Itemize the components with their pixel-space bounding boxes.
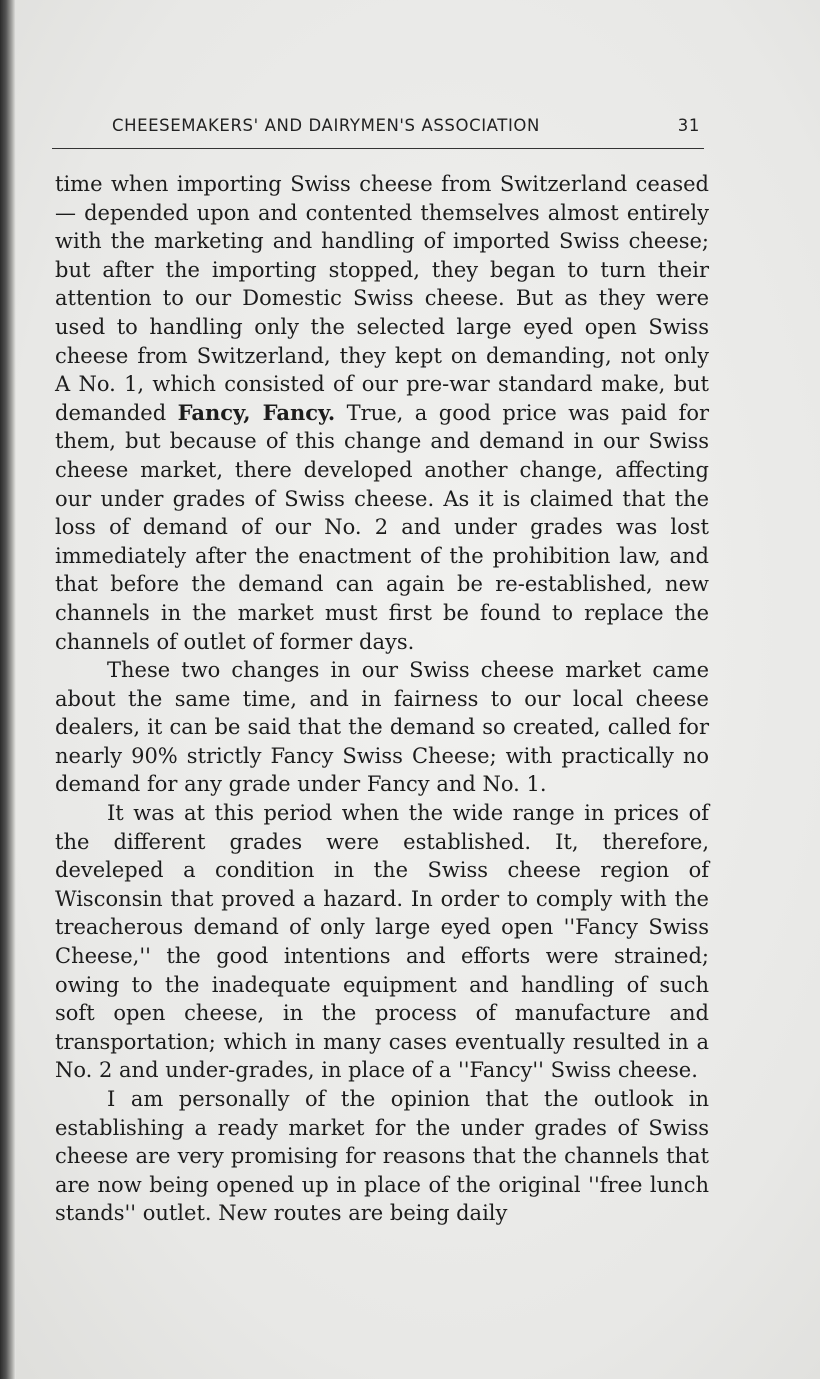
paragraph-4: I am personally of the opinion that the outlook in establishing a ready market for the under grades of Swiss cheese are very promising for reasons that the channels that are now being opened up in place of the original ''free lunch stands'' outlet. New routes are being daily [55, 1087, 709, 1226]
header-rule [52, 148, 704, 149]
paragraph-1-text-a: time when importing Swiss cheese from Switzerland ceased— depended upon and contented themselves almost entirely with the marketing and handling of imported Swiss cheese; but after the importing stopped, they began to turn their attention to our Domestic Swiss cheese. But as they were used to handling only the selected large eyed open Swiss cheese from Switzerland, they kept on demanding, not only A No. 1, which consisted of our pre-war standard make, but demanded [55, 172, 709, 425]
page-binding-edge [0, 0, 16, 1379]
paragraph-1-text-b: True, a good price was paid for them, but because of this change and demand in our Swiss cheese market, there developed another change, affecting our under grades of Swiss cheese. As it is claimed that the loss of demand of our No. 2 and under grades was lost immediately after the enactment of the prohibition law, and that before the demand can again be re-established, new channels in the market must first be found to replace the channels of outlet of former days. [55, 400, 710, 654]
body-text [55, 170, 709, 1228]
paragraph-2: These two changes in our Swiss cheese market came about the same time, and in fairness to our local cheese dealers, it can be said that the demand so created, called for nearly 90% strictly Fancy Swiss Cheese; with practically no demand for any grade under Fancy and No. 1. [55, 658, 709, 797]
paragraph-1 [55, 170, 709, 656]
running-header [112, 112, 708, 140]
paragraph-3: It was at this period when the wide range in prices of the different grades were established. It, therefore, develeped a condition in the Swiss cheese region of Wisconsin that proved a hazard. In order to comply with the treacherous demand of only large eyed open ''Fancy Swiss Cheese,'' the good intentions and efforts were strained; owing to the inadequate equipment and handling of such soft open cheese, in the process of manufacture and transportation; which in many cases eventually resulted in a No. 2 and under-grades, in place of a ''Fancy'' Swiss cheese. [55, 801, 709, 1083]
paragraph-1-bold-text: Fancy, Fancy. [177, 399, 336, 425]
running-title: CHEESEMAKERS' AND DAIRYMEN'S ASSOCIATION [112, 116, 540, 135]
page-number: 31 [677, 116, 700, 135]
